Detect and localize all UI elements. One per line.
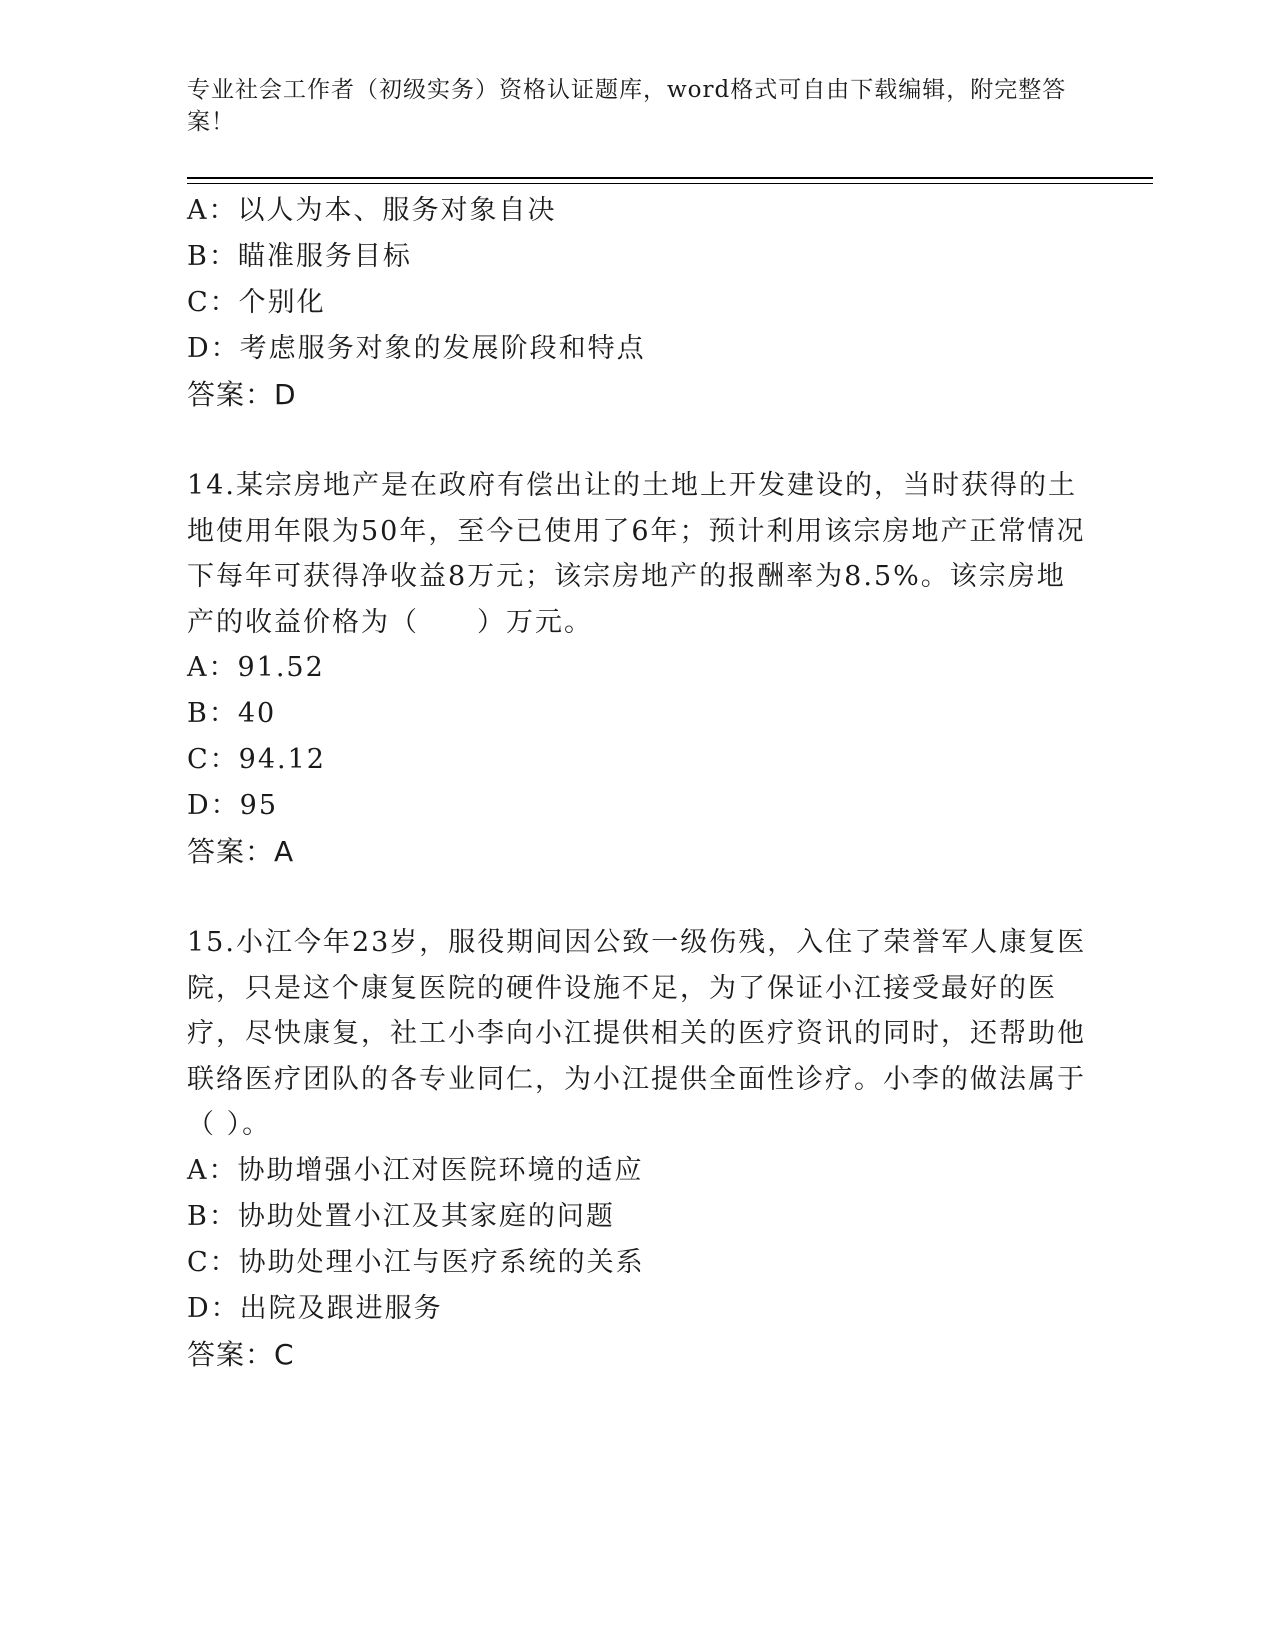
option-b: B：40 xyxy=(187,698,277,729)
question-content xyxy=(187,188,1087,1378)
option-d: D：95 xyxy=(187,790,279,821)
answer: 答案：D xyxy=(187,378,297,411)
answer: 答案：A xyxy=(187,835,295,868)
option-b: B：瞄准服务目标 xyxy=(187,241,412,272)
option-a: A：91.52 xyxy=(187,652,325,683)
spacer xyxy=(187,418,1087,463)
question-14 xyxy=(187,463,1087,875)
answer: 答案：C xyxy=(187,1337,295,1371)
option-d: D：出院及跟进服务 xyxy=(187,1292,443,1324)
header-rule-thin xyxy=(187,183,1153,184)
document-header: 专业社会工作者（初级实务）资格认证题库，word格式可自由下载编辑，附完整答案！ xyxy=(187,77,1067,135)
header-rule-thick xyxy=(187,177,1153,179)
question-15 xyxy=(187,920,1087,1378)
option-c: C：个别化 xyxy=(187,287,326,318)
option-a: A：以人为本、服务对象自决 xyxy=(187,195,557,226)
option-a: A：协助增强小江对医院环境的适应 xyxy=(187,1154,644,1186)
option-c: C：94.12 xyxy=(187,744,326,775)
option-c: C：协助处理小江与医疗系统的关系 xyxy=(187,1246,645,1278)
option-b: B：协助处置小江及其家庭的问题 xyxy=(187,1200,615,1232)
question-13 xyxy=(187,188,1087,418)
option-d: D：考虑服务对象的发展阶段和特点 xyxy=(187,333,646,364)
spacer xyxy=(187,875,1087,920)
question-stem: 14.某宗房地产是在政府有偿出让的土地上开发建设的，当时获得的土地使用年限为50年，至今已使用了6年；预计利用该宗房地产正常情况下每年可获得净收益8万元；该宗房地产的报酬率为8.5%。该宗房地产的收益价格为（ ）万元。 xyxy=(187,470,1086,638)
question-stem: 15.小江今年23岁，服役期间因公致一级伤残，入住了荣誉军人康复医院，只是这个康复医院的硬件设施不足，为了保证小江接受最好的医疗，尽快康复，社工小李向小江提供相关的医疗资讯的同时，还帮助他联络医疗团队的各专业同仁，为小江提供全面性诊疗。小李的做法属于（ ）。 xyxy=(187,927,1087,1140)
